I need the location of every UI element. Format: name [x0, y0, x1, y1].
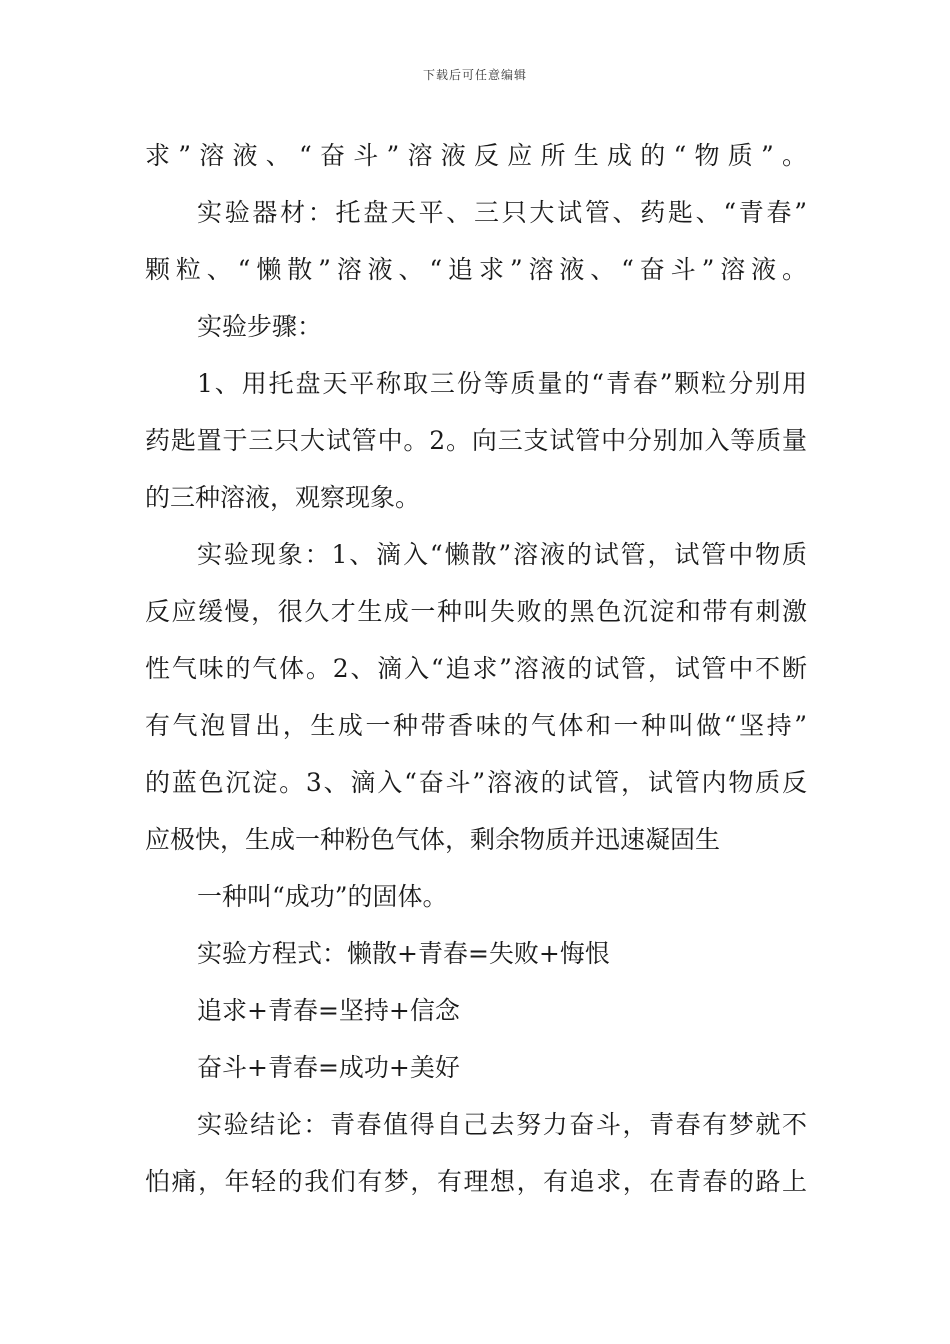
- text-line: 颗粒、“懒散”溶液、“追求”溶液、“奋斗”溶液。: [145, 255, 807, 284]
- text-line: 实验器材：托盘天平、三只大试管、药匙、“青春”: [197, 198, 807, 227]
- text-line: 实验方程式：懒散+青春=失败+悔恨: [197, 939, 610, 968]
- text-line: 追求+青春=坚持+信念: [197, 996, 460, 1025]
- text-line: 的三种溶液，观察现象。: [145, 483, 421, 512]
- text-line: 药匙置于三只大试管中。2。向三支试管中分别加入等质量: [145, 426, 807, 455]
- text-line: 实验结论：青春值得自己去努力奋斗，青春有梦就不: [197, 1110, 807, 1139]
- text-line: 的蓝色沉淀。3、滴入“奋斗”溶液的试管，试管内物质反: [145, 768, 807, 797]
- page-header-note: 下载后可任意编辑: [422, 68, 527, 82]
- text-line: 怕痛，年轻的我们有梦，有理想，有追求，在青春的路上: [145, 1167, 807, 1196]
- text-line: 奋斗+青春=成功+美好: [197, 1053, 460, 1082]
- text-line: 反应缓慢，很久才生成一种叫失败的黑色沉淀和带有刺激: [145, 597, 807, 626]
- text-line: 性气味的气体。2、滴入“追求”溶液的试管，试管中不断: [145, 654, 807, 683]
- document-body: [145, 127, 807, 1210]
- text-line: 实验步骤：: [197, 312, 323, 341]
- text-line: 实验现象：1、滴入“懒散”溶液的试管，试管中物质: [197, 540, 807, 569]
- text-line: 1、用托盘天平称取三份等质量的“青春”颗粒分别用: [197, 369, 807, 398]
- text-line: 求”溶液、“奋斗”溶液反应所生成的“物质”。: [145, 141, 807, 170]
- text-line: 有气泡冒出，生成一种带香味的气体和一种叫做“坚持”: [145, 711, 807, 740]
- text-line: 应极快，生成一种粉色气体，剩余物质并迅速凝固生: [145, 825, 721, 854]
- text-line: 一种叫“成功”的固体。: [197, 882, 448, 911]
